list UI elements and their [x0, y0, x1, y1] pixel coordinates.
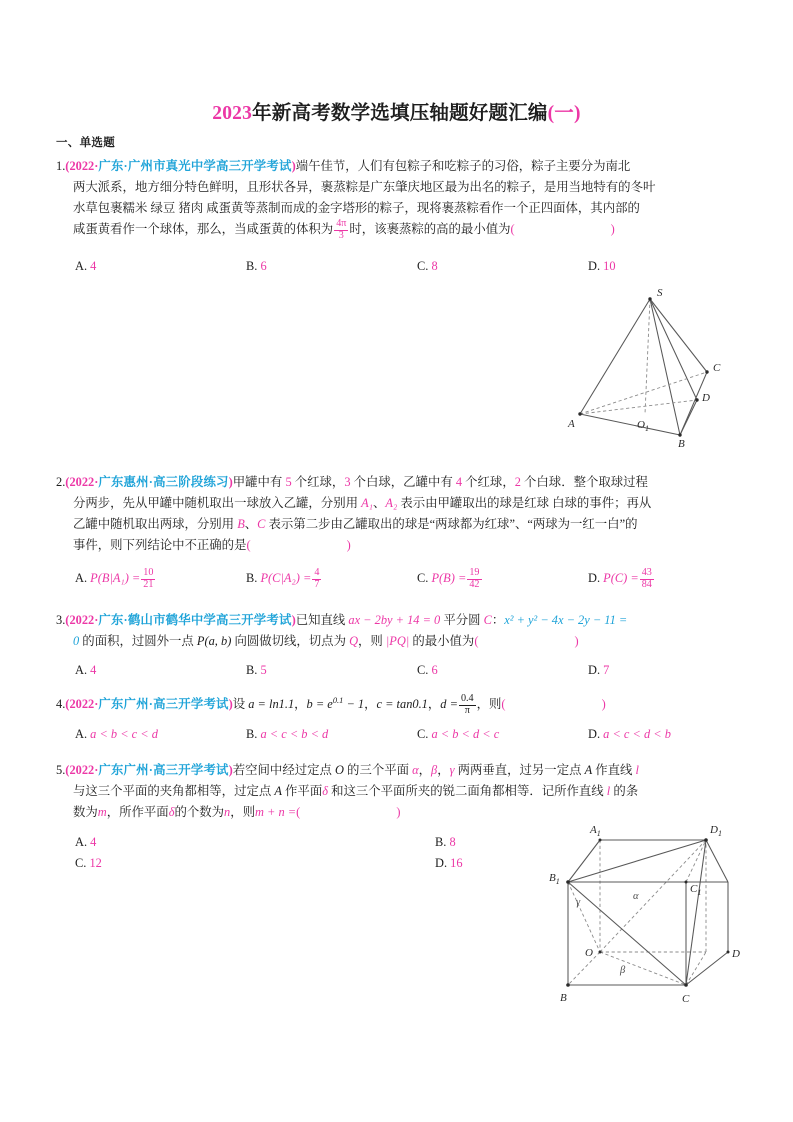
fraction-numerator: 19	[469, 567, 480, 578]
answer-close-paren: )	[396, 805, 401, 819]
page-title	[0, 97, 793, 125]
plane-delta: δ	[168, 805, 175, 819]
fraction-numerator: 10	[143, 567, 154, 578]
option-D-value: 16	[450, 856, 463, 870]
option-B[interactable]	[246, 724, 417, 745]
fraction-d	[459, 694, 476, 716]
event-A2: A₂	[385, 496, 398, 510]
source-sep: ·	[123, 159, 128, 173]
option-A-value: 4	[90, 259, 97, 273]
greek-label-beta: β	[620, 965, 626, 976]
option-A[interactable]	[56, 568, 246, 590]
exponent: 0.1	[332, 695, 344, 705]
option-A[interactable]	[56, 660, 246, 681]
p2-l4: 事件，则下列结论中不正确的是	[73, 538, 247, 552]
problem-5-line-1	[56, 760, 742, 781]
point-A: A	[584, 763, 593, 777]
option-B[interactable]	[246, 660, 417, 681]
circle-equation: x² + y² − 4x − 2y − 11 =	[504, 613, 628, 627]
fraction-denominator: 3	[334, 230, 348, 242]
vertex-label-B: B	[678, 438, 685, 448]
p2-num: 3	[344, 475, 351, 489]
source-sep: ·	[148, 697, 154, 712]
option-B[interactable]	[246, 568, 417, 590]
option-C-value: 8	[431, 259, 438, 273]
expr-c: c = tan0.1	[376, 697, 428, 712]
option-C[interactable]	[56, 853, 435, 874]
p5-l1b: 的三个平面	[343, 763, 413, 777]
option-C-label: C.	[417, 571, 429, 586]
figure-cube	[538, 812, 753, 1007]
fraction-denominator: 84	[641, 578, 652, 590]
fraction-numerator: 0.4	[460, 693, 474, 705]
answer-open-paren: (	[246, 538, 251, 552]
source-close-paren: )	[228, 763, 233, 777]
option-D[interactable]	[588, 660, 759, 681]
p3-l1a: 已知直线	[295, 613, 349, 627]
fraction-volume	[334, 219, 348, 241]
option-D-value: a < c < d < b	[603, 727, 671, 741]
source-sep: ·	[148, 763, 154, 777]
option-B-value: 8	[449, 835, 456, 849]
option-C[interactable]	[417, 256, 588, 277]
source-close-paren: )	[291, 613, 296, 627]
point-Q: Q	[349, 634, 359, 648]
source-close-paren: )	[228, 697, 233, 712]
vertex-label-D: D	[702, 392, 710, 404]
fraction-denominator: 42	[469, 578, 480, 590]
option-A-expr: P(B|A₁) =	[90, 571, 141, 586]
option-D-value: 7	[603, 663, 610, 677]
fraction-denominator: π	[459, 705, 476, 717]
problem-1	[56, 156, 742, 241]
p2-l2b: 、	[372, 496, 386, 510]
option-B-label: B.	[246, 259, 258, 273]
event-B: B	[237, 517, 245, 531]
source-close-paren: )	[228, 475, 233, 489]
option-D-label: D.	[588, 727, 601, 741]
fraction-numerator: 43	[641, 567, 652, 578]
source-name: 广州市真光中学高三开学考试	[127, 159, 292, 173]
problem-3-number: 3.	[56, 613, 66, 627]
fraction-denominator: 21	[143, 578, 154, 590]
source-year: 2022	[69, 697, 95, 712]
option-D[interactable]	[588, 724, 759, 745]
p3-l1c: ：	[491, 613, 505, 627]
p4-sep2: ，	[364, 697, 377, 712]
option-A-label: A.	[75, 259, 88, 273]
fraction-numerator: 4	[314, 567, 320, 578]
problem-1-line-2: 两大派系，地方细分特色鲜明，且形状各异，裹蒸粽是广东肇庆地区最为出名的粽子，是用当地特有的冬叶	[73, 180, 656, 194]
problem-2-line-1	[56, 472, 742, 493]
p5-l1e: 两两垂直，过另一定点	[454, 763, 585, 777]
vertex-label-C: C	[713, 362, 721, 374]
plane-beta: β	[431, 763, 438, 777]
option-B-value: 6	[260, 259, 267, 273]
problem-3-options	[56, 660, 742, 681]
option-B-label: B.	[246, 571, 258, 586]
source-region: 广东	[98, 159, 124, 173]
answer-close-paren: )	[601, 697, 606, 712]
source-region: 广东惠州	[98, 475, 149, 489]
fraction-denominator: 7	[314, 578, 320, 590]
vertex-label-D1: $D_1$	[710, 824, 722, 838]
option-B-label: B.	[246, 727, 258, 741]
option-B-label: B.	[435, 835, 447, 849]
answer-open-paren: (	[474, 634, 479, 648]
point-P: P(a, b)	[196, 634, 232, 648]
answer-open-paren: (	[296, 805, 301, 819]
p5-l2b: 作平面	[281, 784, 323, 798]
option-row	[56, 568, 742, 590]
p2-l2c: 表示由甲罐取出的球是红球 白球的事件；再从	[397, 496, 652, 510]
vertex-label-S: S	[657, 287, 663, 299]
answer-open-paren: (	[510, 222, 515, 237]
option-A-value: 4	[90, 663, 97, 677]
option-A-label: A.	[75, 571, 88, 586]
p5-l1f: 作直线	[592, 763, 636, 777]
option-row	[56, 256, 742, 277]
option-D[interactable]	[588, 568, 759, 590]
source-region: 广东	[98, 613, 124, 627]
p5-l3b: ，所作平面	[106, 805, 169, 819]
p5-l1c: ，	[418, 763, 432, 777]
event-A1: A₁	[361, 496, 373, 510]
p2-seg: 个白球，乙罐中有	[350, 475, 456, 489]
answer-close-paren: )	[346, 538, 351, 552]
count-m: m	[97, 805, 107, 819]
problem-2-options	[56, 568, 742, 590]
problem-1-text-4: 咸蛋黄看作一个球体，那么，当咸蛋黄的体积为	[73, 222, 334, 237]
option-D-label: D.	[588, 663, 601, 677]
source-name: 高三开学考试	[153, 763, 229, 777]
source-year: 2022	[69, 475, 95, 489]
source-open-paren: (	[65, 475, 70, 489]
p5-l3c: 的个数为	[174, 805, 225, 819]
expr-m-plus-n: m + n =	[255, 805, 297, 819]
option-A-label: A.	[75, 663, 88, 677]
source-close-paren: )	[291, 159, 296, 173]
option-C[interactable]	[417, 724, 588, 745]
problem-2-line-3	[56, 514, 742, 535]
option-D-value: 10	[603, 259, 616, 273]
p2-num: 2	[514, 475, 521, 489]
option-D-label: D.	[588, 259, 601, 273]
problem-4-number: 4.	[56, 697, 66, 712]
option-B-value: a < c < b < d	[260, 727, 329, 741]
plane-delta: δ	[322, 784, 328, 798]
problem-4	[56, 690, 742, 716]
option-C-label: C.	[417, 727, 429, 741]
source-sep: ·	[123, 613, 128, 627]
figure-tetrahedron	[565, 283, 745, 448]
problem-2-line-2	[56, 493, 742, 514]
expr-a: a = ln1.1	[248, 697, 295, 712]
p2-l3a: 乙罐中随机取出两球，分别用	[73, 517, 238, 531]
option-B-expr: P(C|A₂) =	[260, 571, 312, 586]
p2-num: 4	[455, 475, 463, 489]
title-tail: (一)	[547, 103, 581, 124]
p4-sep3: ，	[427, 697, 441, 712]
problem-4-line-1	[56, 690, 742, 716]
title-main: 年新高考数学选填压轴题好题汇编	[252, 103, 548, 124]
source-sep: ·	[94, 159, 99, 173]
option-C-value: 12	[89, 856, 102, 870]
source-year: 2022	[69, 613, 95, 627]
option-D[interactable]	[588, 256, 759, 277]
segment-PQ: |PQ|	[385, 634, 410, 648]
p4-l1a: 设	[232, 697, 249, 712]
problem-4-options	[56, 724, 742, 745]
greek-label-alpha: α	[633, 891, 639, 902]
problem-3	[56, 610, 742, 652]
option-D-label: D.	[588, 571, 601, 586]
source-region: 广东广州	[98, 697, 149, 712]
option-A-fraction	[141, 568, 155, 590]
answer-close-paren: )	[610, 222, 615, 237]
source-name: 高三开学考试	[153, 697, 229, 712]
p3-l2b: 的面积，过圆外一点	[79, 634, 197, 648]
option-row	[56, 660, 742, 681]
option-B-fraction	[312, 568, 321, 590]
p5-l2a: 与这三个平面的夹角都相等，过定点	[73, 784, 275, 798]
title-year: 2023	[212, 103, 253, 124]
plane-alpha: α	[412, 763, 419, 777]
count-n: n	[224, 805, 231, 819]
option-C-expr: P(B) =	[431, 571, 467, 586]
point-O: O	[335, 763, 344, 777]
p2-num: 5	[285, 475, 292, 489]
option-C-fraction	[467, 568, 481, 590]
p2-seg: 个红球，	[291, 475, 345, 489]
p4-sep1: ，	[294, 697, 307, 712]
problem-2	[56, 472, 742, 556]
option-B[interactable]	[246, 256, 417, 277]
option-A[interactable]	[56, 724, 246, 745]
vertex-label-C1: $C_1$	[690, 883, 702, 897]
problem-5-number: 5.	[56, 763, 66, 777]
answer-open-paren: (	[501, 697, 506, 712]
event-C: C	[257, 517, 266, 531]
p4-tail: ，则	[476, 697, 502, 712]
p3-l2d: ，则	[358, 634, 386, 648]
p2-l2a: 分两步，先从甲罐中随机取出一球放入乙罐，分别用	[73, 496, 362, 510]
p2-l3c: 表示第二步由乙罐取出的球是“两球都为红球”、“两球为一红一白”的	[265, 517, 638, 531]
greek-label-gamma: γ	[576, 897, 581, 908]
option-A-label: A.	[75, 835, 88, 849]
expr-b: $b = e^{0.1} - 1$	[306, 695, 365, 712]
point-A: A	[274, 784, 282, 798]
source-open-paren: (	[65, 763, 70, 777]
option-B-value: 5	[260, 663, 267, 677]
source-sep: ·	[94, 697, 99, 712]
source-name: 鹤山市鹤华中学高三开学考试	[127, 613, 292, 627]
problem-3-line-2	[56, 631, 742, 652]
expr-d-lhs: d =	[440, 697, 458, 712]
option-row	[56, 724, 742, 745]
problem-1-text-5: 时，该裹蒸粽的高的最小值为	[349, 222, 511, 237]
p5-l1d: ，	[437, 763, 450, 777]
problem-1-line-4	[56, 219, 742, 241]
source-sep: ·	[94, 763, 99, 777]
vertex-label-C: C	[682, 993, 690, 1005]
vertex-label-D: D	[732, 948, 740, 960]
vertex-label-O1: $O_1$	[637, 419, 649, 433]
option-C-value: a < b < d < c	[431, 727, 500, 741]
problem-3-line-1	[56, 610, 742, 631]
p5-l1a: 若空间中经过定点	[232, 763, 335, 777]
option-A-label: A.	[75, 727, 88, 741]
option-A[interactable]	[56, 832, 435, 853]
source-sep: ·	[94, 613, 99, 627]
p2-seg: 个红球，	[462, 475, 515, 489]
p3-l1b: 平分圆	[440, 613, 484, 627]
vertex-label-A1: $A_1$	[590, 824, 601, 838]
line-l: l	[606, 784, 611, 798]
option-C-label: C.	[75, 856, 87, 870]
p2-seg: 甲罐中有	[232, 475, 286, 489]
option-A-value: 4	[90, 835, 97, 849]
option-A[interactable]	[56, 256, 246, 277]
answer-close-paren: )	[574, 634, 579, 648]
source-name: 高三阶段练习	[153, 475, 229, 489]
problem-1-text-1: 端午佳节，人们有包粽子和吃粽子的习俗，粽子主要分为南北	[295, 159, 631, 173]
source-year: 2022	[69, 159, 95, 173]
option-C-value: 6	[431, 663, 438, 677]
vertex-label-B: B	[560, 992, 567, 1004]
circle-label: C	[483, 613, 492, 627]
p3-l2e: 的最小值为	[409, 634, 475, 648]
vertex-label-A: A	[568, 418, 575, 430]
p5-l2c: 和这三个平面所夹的锐二面角都相等．记所作直线	[327, 784, 607, 798]
source-open-paren: (	[65, 697, 70, 712]
source-open-paren: (	[65, 613, 70, 627]
p5-l3d: ，则	[230, 805, 255, 819]
line-l: l	[635, 763, 639, 777]
fraction-numerator: 4π	[336, 218, 347, 229]
option-D-label: D.	[435, 856, 448, 870]
source-sep: ·	[94, 475, 99, 489]
problem-1-line-1	[56, 156, 742, 177]
vertex-label-O: O	[585, 947, 593, 959]
source-region: 广东广州	[98, 763, 149, 777]
p5-l2d: 的条	[610, 784, 639, 798]
option-C[interactable]	[417, 660, 588, 681]
option-B-label: B.	[246, 663, 258, 677]
option-A-value: a < b < c < d	[90, 727, 158, 741]
plane-gamma: γ	[449, 763, 455, 777]
option-C-label: C.	[417, 259, 429, 273]
p2-seg: 个白球．整个取球过程	[520, 475, 648, 489]
option-C-label: C.	[417, 663, 429, 677]
problem-1-number: 1.	[56, 159, 66, 173]
option-C[interactable]	[417, 568, 588, 590]
option-D-expr: P(C) =	[603, 571, 639, 586]
option-D-fraction	[640, 568, 654, 590]
problem-2-line-4	[56, 535, 742, 556]
source-sep: ·	[148, 475, 154, 489]
line-equation: ax − 2by + 14 = 0	[348, 613, 441, 627]
source-year: 2022	[69, 763, 95, 777]
problem-1-options	[56, 256, 742, 277]
section-heading: 一、单选题	[56, 137, 115, 149]
p2-l3b: 、	[244, 517, 258, 531]
problem-2-number: 2.	[56, 475, 66, 489]
problem-5-line-2	[56, 781, 742, 802]
problem-1-line-3: 水草包裹糯米 绿豆 猪肉 咸蛋黄等蒸制而成的金字塔形的粽子，现将裹蒸粽看作一个正四面体，其内部的	[73, 201, 640, 215]
p3-l2c: 向圆做切线，切点为	[231, 634, 350, 648]
vertex-label-B1: $B_1$	[549, 872, 560, 886]
source-open-paren: (	[65, 159, 70, 173]
p3-l2a: 0	[73, 634, 80, 648]
p5-l3a: 数为	[73, 805, 98, 819]
